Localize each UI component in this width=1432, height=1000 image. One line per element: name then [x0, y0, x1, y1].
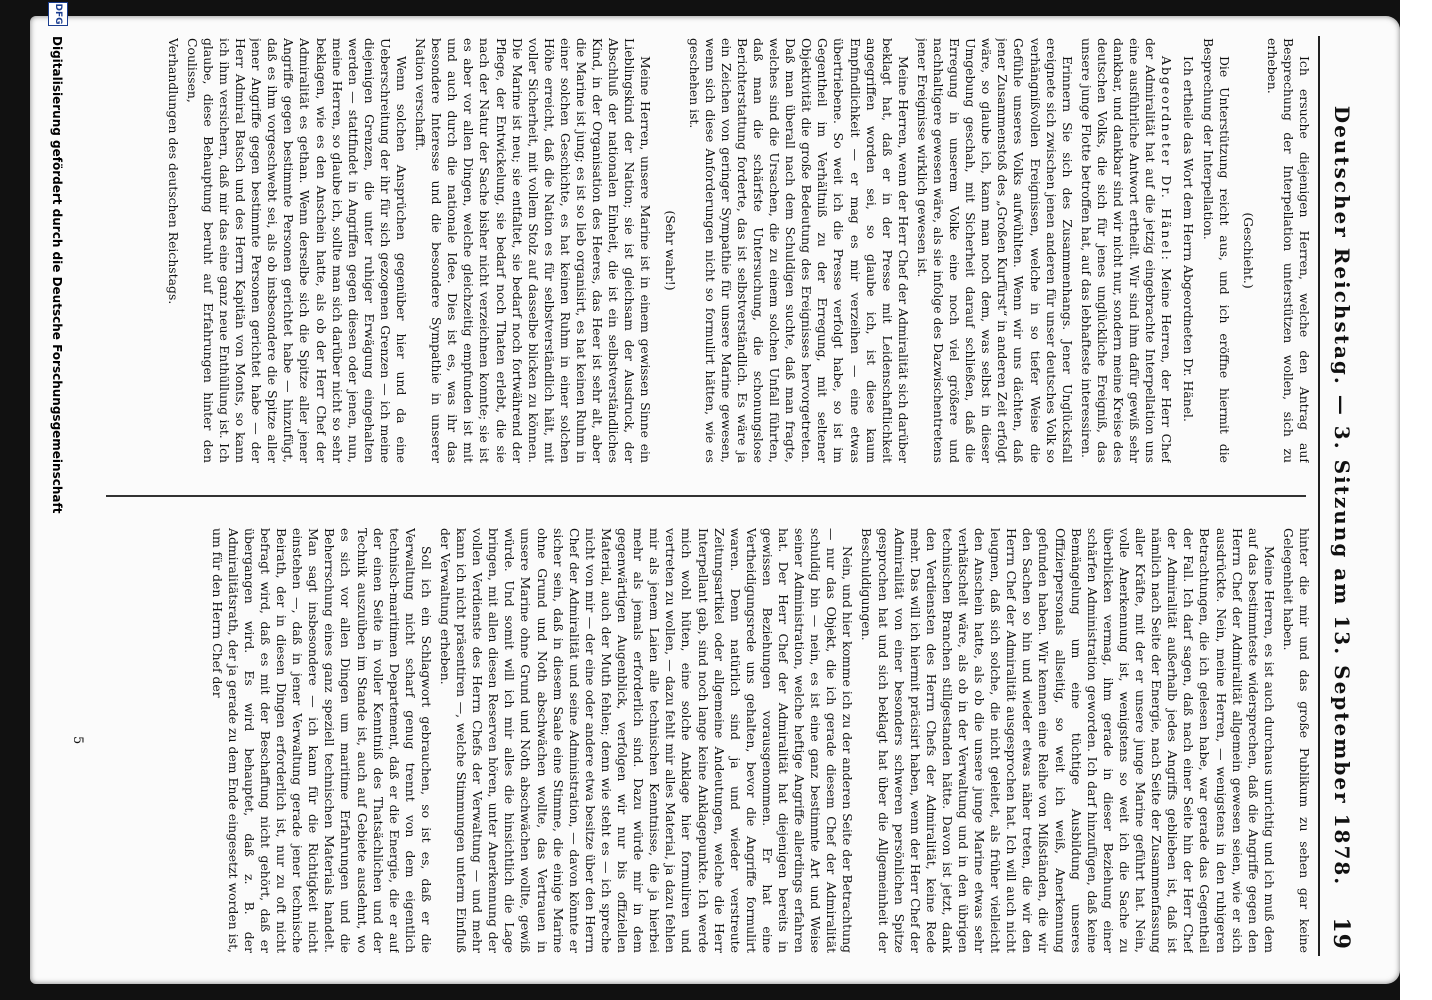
dfg-logo-icon: DFG	[48, 2, 68, 26]
margin-strip	[1400, 0, 1432, 1000]
publication-line: Verhandlungen des deutschen Reichstags.	[165, 38, 181, 305]
right-column	[97, 528, 1312, 953]
paragraph: Erinnern Sie sich des Zusammenhangs. Jener Unglücksfall ereignete sich zwischen jenen anderen für unser deutsches Volk so verhängnißvollen Ereignissen, welche in so tiefer Weise die Gefühle unseres Volks aufwühlten. Wenn wir uns dächten, daß jener Zusammenstoß des „Großen Kurfürst“ in anderen Zeit erfolgt wäre, so glaube ich, kann man noch dem, was selbst in dieser Umgebung geschah, mit Sicherheit darauf schließen, daß die Erregung in unserem Volke eine noch viel größere und nachhaltigere gewesen wäre, als sie infolge des Dazwischentretens jener Ereignisse wirklich gewesen ist.	[914, 38, 1075, 463]
stage-direction: (Sehr wahr!)	[662, 210, 678, 291]
sheet-signature: 5	[70, 736, 85, 745]
page-header	[1318, 36, 1360, 956]
digitization-footer	[42, 3, 70, 956]
paragraph: Nein, und hier komme ich zu der anderen Seite der Betrachtung — nur das Objekt, die ich gerade diesem Chef der Admiralität schuldig bin — nein, es ist eine ganz bestimmte Art und Weise seiner Administration, welche heftige Angriffe allerdings erfahren hat. Der Herr Chef der Admiralität hat diejenigen bereits in gewissen Beziehungen vorausgenommen. Er hat eine Vertheidigungsrede uns gehalten, bevor die Angriffe formulirt waren. Denn natürlich sind ja und wieder verstreute Zeitungsartikel oder allgemeine Andeutungen, welche die Herr Interpellant gab, sind noch lange keine Anklagepunkte. Ich werde mich wohl hüten, eine solche Anklage hier formuliren und vertreten zu wollen, — dazu fehlt mir alles Material, ja dazu fehlen mir als jenem Laien alle technischen Kenntnisse, die ja hierbei mehr als jemals erforderlich sind. Dazu würde mir in dem gegenwärtigen Augenblick, verfolgen wir nur bis offiziellen Material, auch der Muth fehlen; denn wie steht es — ich spreche nicht von mir — der eine oder andere etwa besitze über den Herrn Chef der Admiralität und seine Administration, — davon könnte er sicher sein, daß in diesem Saale eine Stimme, die einige Marine ohne Grund und Noth abschwächen wollte, das Vertrauen in unsere Marine ohne Grund und Noth abschwächen wollte, gewiß würde. Und somit will ich mir alles die hinsichtlich die Lage bringen, mit allen diesen Reserven hören, unter Anerkennung der vollen Verdienste des Herrn Chefs der Verwaltung — und mehr kann ich nicht präsentiren —, welche Stimmungen unterm Einfluß der Verwaltung erheben.	[438, 528, 856, 953]
paragraph: hinter die mir und das große Publikum zu sehen gar keine Gelegenheit haben.	[1280, 528, 1312, 953]
speaker-paragraph	[1078, 38, 1175, 463]
paragraph: Die Unterstützung reicht aus, und ich eröffne hiermit die Besprechung der Interpellation.	[1200, 38, 1232, 463]
paragraph: Meine Herren, wenn der Herr Chef der Admiralität sich darüber beklagt hat, daß er in der Presse mit Leidenschaftlichkeit angegriffen worden sei, so glaube ich, ist diese kaum Empfindlichkeit — er mag es mir verzeihen — eine etwas übertriebene. So weit ich die Presse verfolgt habe, so ist im Gegentheil im Verhältniß zu der Erregung, mit seltener Objektivität die große Bedeutung des Ereignisses hervorgetreten. Daß man überall nach dem Schuldigen suchte, daß man fragte, welches sind die Ursachen, die zu einem solchen Unfall führten, daß man die schärfste Untersuchung, die schonungslose Berichterstattung forderte, das ist selbstverständlich. Es wäre ja ein Zeichen von geringer Sympathie für unsere Marine gewesen, wenn sich diese Anforderungen nicht so formulirt hätten, wie es geschehen ist.	[686, 38, 911, 463]
paragraph: Meine Herren, unsere Marine ist in einem gewissen Sinne ein Lieblingskind der Nation; sie ist gleichsam der Ausdruck, der Abschluß der nationalen Einheit, die ist ein selbstverständliches Kind, in der Organisation des Heeres, das Heer ist sehr alt, aber die Marine ist jung; es ist so lieb organisirt, es hat keinen Ruhm in einer solchen Geschichte, es hat keinen Ruhm in einer solchen Höhe erreicht, daß die Nation es für selbstverständlich hält, mit voller Sicherheit, mit vollem Stolz auf dasselbe blicken zu können. Die Marine ist neu; sie entfaltet, sie bedarf noch fortwährend der Pflege, der Entwickelung, sie bedarf noch Thaten erlebt, die sie nach der Natur der Sache bisher nicht verzeichnen konnte; sie ist es aber vor allen Dingen, welche gleichzeitig empfunden ist mit und auch durch die nationale Idee. Dies ist es, was ihr das besondere Interesse und die besondere Sympathie in unserer Nation verschafft.	[413, 38, 654, 463]
paragraph: Wenn solchen Ansprüchen gegenüber hier und da eine Ueberschreitung der ihr für sich gezogenen Grenzen — ich meine diejenigen Grenzen, die unter ruhiger Erwägung eingehalten werden — stattfindet in Angriffen gegen diesen oder jenen, nun, meine Herren, so glaube ich, sollte man sich darüber nicht so sehr beklagen, wie es den Anschein hatte, als ob der Herr Chef der Admiralität es gethan. Wenn derselbe sich die Spitze aller jener Angriffe gegen bestimmte Personen gerichtet habe — hinzufügt, daß es ihm vorgeschwebt sei, als ob insbesondere die Spitze aller jener Angriffe gegen bestimmte Personen gerichtet habe — der Herr Admiral Batsch und des Herrn Kapitän von Monts, so kann ich ihm versichern, daß mir das eine ganz neue Enthüllung ist. Ich glaube, diese Behauptung beruht auf Erfahrungen hinter den Coulissen,	[184, 38, 410, 463]
column-divider	[106, 495, 1306, 497]
paragraph: Ich ersuche diejenigen Herren, welche den Antrag auf Besprechung der Interpellation unterstützen wollen, sich zu erheben.	[1264, 38, 1312, 463]
page-title: Deutscher Reichstag. — 3. Sitzung am 13. September 1878.	[1330, 105, 1354, 887]
paragraph: Meine Herren, es ist auch durchaus unrichtig und ich muß dem auf das bestimmteste widersprechen, daß die Angriffe gegen den Herrn Chef der Admiralität allgemein gewesen seien, wie er sich ausdrückte. Nein, meine Herren, — wenigstens in den ruhigeren Betrachtungen, die ich gelesen habe, war gerade das Gegentheil der Fall. Ich darf sagen, daß nach einer Seite hin der Herr Chef der Admiralität außerhalb jedes Angriffs geblieben ist, daß ist nämlich nach Seite der Energie, nach Seite der Zusammenfassung aller Kräfte, mit der er unsere junge Marine geführt hat. Nein, volle Anerkennung ist, wenigstens so weit ich die Sache zu überblicken vermag, ihm gerade in dieser Beziehung einer schärfen Administration geworden. Ich darf hinzufügen, daß keine Bemängelung um eine tüchtige Ausbildung unseres Offizierpersonals allseitig, so weit ich weiß, Anerkennung gefunden haben. Wir kennen eine Reihe von Mißständen, die wir den Sachen so hin und wieder etwas näher treten, die wir den Herrn Chef der Admiralität ausgesprochen hat. Ich will auch nicht leugnen, daß sich solche, die nicht geleitet, als früher vielleicht den Anschein hatte, als ob die unsere junge Marine etwas sehr verhätschelt wäre, als ob in der Verwaltung und in den übrigen technischen Branchen stillgestanden hätte. Davon ist jetzt, dank den Verdiensten des Herrn Chefs der Admiralität, keine Rede mehr. Das will ich hiermit präcisirt haben, wenn der Herr Chef der Admiralität von einer besonders schweren persönlichen Spitze gesprochen hat und sich beklagt hat über die Allgemeinheit der Beschuldigungen.	[859, 528, 1277, 953]
rotated-page	[30, 3, 1370, 976]
stage-direction: (Geschieht.)	[1240, 212, 1256, 289]
page-number: 19	[1328, 917, 1354, 950]
digitization-credit: Digitalisierung gefördert durch die Deutsche Forschungsgemeinschaft	[50, 36, 64, 514]
speech-text: Meine Herren, der Herr Chef der Admiralität hat auf die jetzig eingebrachte Interpellation uns eine ausführliche Antwort ertheilt. Wir sind ihm dafür gewiß sehr dankbar, und dankbar sind wir nicht nur, sondern meine Kreise des deutschen Volks, die sich für jenes unglückliche Ereigniß, das unsere junge Flotte betroffen hat, auf das lebhafteste interessiren.	[1078, 38, 1175, 463]
paragraph: Ich ertheile das Wort dem Herrn Abgeordneten Dr. Hänel.	[1181, 56, 1197, 422]
paragraph: Soll ich ein Schlagwort gebrauchen, so ist es, daß er die Verwaltung nicht scharf genug trennt von dem eigentlich technisch-maritimen Departement, daß er die Energie, die er auf der einen Seite in voller Kenntniß des Thatsächlichen und der Technik auszuüben im Stande ist, auch auf Gebiete ausdehnt, wo es sich vor allen Dingen um maritime Erfahrungen und die Beherrschung eines ganz speziell technischen Materials handelt. Man sagt insbesondere — ich kann für die Richtigkeit nicht einstehen —, daß in jener Verwaltung gerade jener technische Beirath, der in diesen Dingen erforderlich ist, nur zu oft nicht befragt wird, daß es mit der Beschaffung nicht gehört, daß er übergangen wird. Es wird behauptet, daß z. B. der Admiralitätsrath, der ja gerade zu dem Ende eingesetzt worden ist, um für den Herrn Chef der	[209, 528, 434, 953]
speaker-name: Abgeordneter Dr. Hänel:	[1159, 56, 1175, 262]
left-column	[97, 38, 1312, 463]
